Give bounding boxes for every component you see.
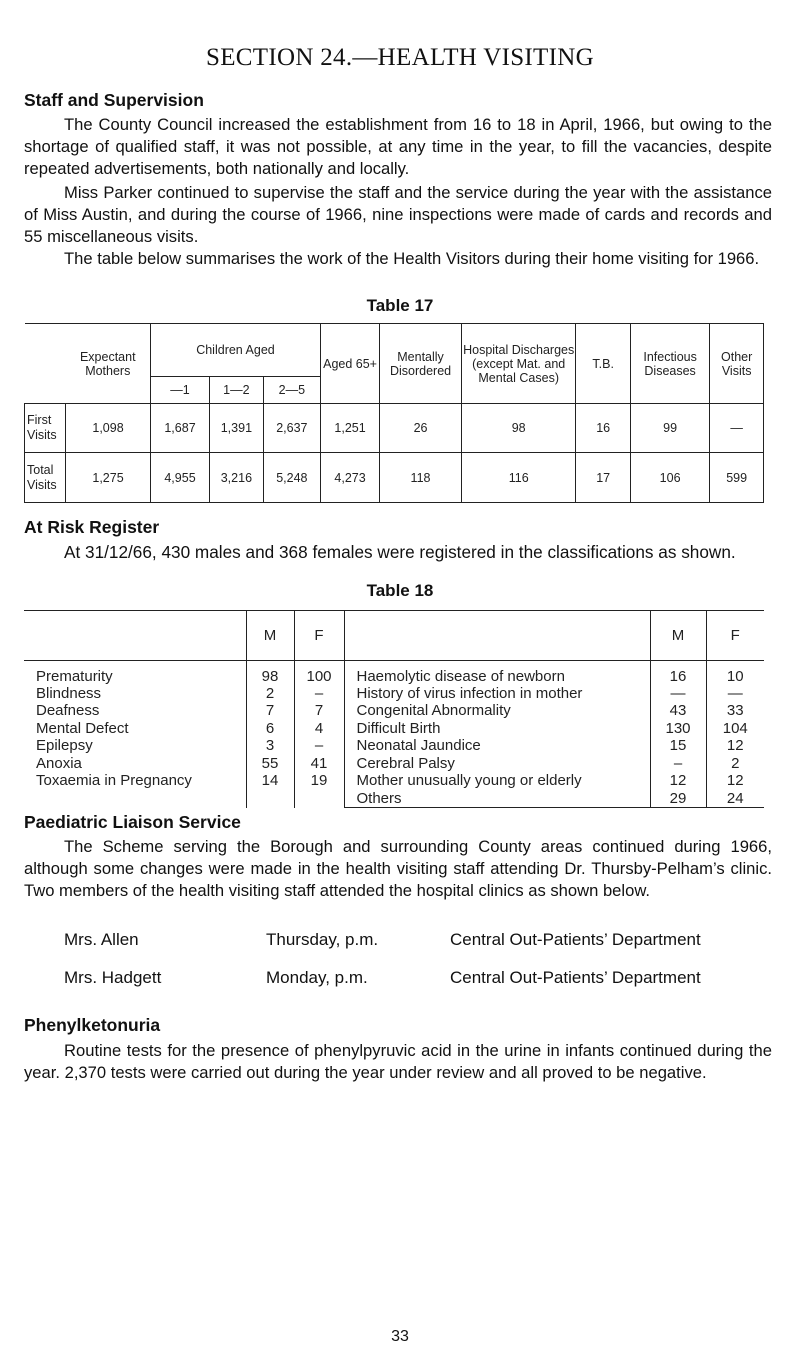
table18-header-blank: [24, 611, 246, 661]
page-number: 33: [391, 1328, 409, 1345]
table18-label: [24, 790, 246, 808]
table18-m: 15: [650, 737, 706, 755]
table18-f: [294, 790, 344, 808]
clinic-day: Thursday, p.m.: [266, 930, 379, 949]
table18-m: 98: [246, 661, 294, 685]
table17-row-first: [25, 404, 764, 453]
table17-subheader-2-5: 2—5: [263, 377, 320, 404]
clinic-name: Mrs. Hadgett: [64, 968, 162, 987]
table17-cell: 26: [380, 404, 462, 453]
table18-m: 130: [650, 720, 706, 738]
clinic-department: Central Out-Patients’ Department: [450, 930, 701, 949]
table17-row-label: First Visits: [25, 404, 66, 453]
table18-label: Haemolytic disease of newborn: [344, 661, 650, 685]
staff-paragraph-3: The table below summarises the work of the Health Visitors during their home visiting for 1966.: [64, 249, 760, 268]
table18-f: 41: [294, 755, 344, 773]
table18-header-m: M: [650, 611, 706, 661]
table17-cell: 3,216: [210, 453, 264, 503]
pku-heading: Phenylketonuria: [24, 1015, 161, 1035]
table18-m: 12: [650, 772, 706, 790]
table18-label: Toxaemia in Pregnancy: [36, 772, 192, 790]
table18-header-blank: [344, 611, 650, 661]
table18-header-m: M: [246, 611, 294, 661]
table17-cell: 599: [710, 453, 764, 503]
table18-f: 4: [294, 720, 344, 738]
table18-m: —: [650, 685, 706, 703]
table17-cell: 106: [630, 453, 709, 503]
table18-m: 29: [650, 790, 706, 808]
table18-f: –: [294, 737, 344, 755]
table18-f: 12: [706, 772, 764, 790]
table18-label: History of virus infection in mother: [344, 685, 650, 703]
table18-header-f: F: [706, 611, 764, 661]
clinic-department: Central Out-Patients’ Department: [450, 968, 701, 987]
table18-m: 43: [650, 702, 706, 720]
table18-row: [24, 790, 764, 808]
paediatric-heading: Paediatric Liaison Service: [24, 812, 241, 832]
table18-label: Congenital Abnormality: [344, 702, 650, 720]
table17-cell: 116: [461, 453, 575, 503]
clinic-day: Monday, p.m.: [266, 968, 368, 987]
table18-f: 24: [706, 790, 764, 808]
table18-m: 16: [650, 661, 706, 685]
staff-heading: Staff and Supervision: [24, 90, 204, 110]
table18-label: Mother unusually young or elderly: [344, 772, 650, 790]
table17-caption: Table 17: [366, 296, 434, 315]
table18-row: [24, 755, 764, 773]
table18-f: 7: [294, 702, 344, 720]
table18-f: 33: [706, 702, 764, 720]
table18-header-f: F: [294, 611, 344, 661]
table18-f: 19: [294, 772, 344, 790]
table18-label: Anoxia: [36, 754, 82, 772]
table17-cell: 17: [576, 453, 631, 503]
table18-row: [24, 772, 764, 790]
section-title: SECTION 24.—HEALTH VISITING: [206, 44, 594, 71]
table18-label: Neonatal Jaundice: [344, 737, 650, 755]
table17-header-expectant: Expectant Mothers: [66, 324, 151, 404]
table18-label: Prematurity: [24, 661, 246, 685]
table17-row-total: [25, 453, 764, 503]
table17-cell: 2,637: [263, 404, 320, 453]
table18-f: 100: [294, 661, 344, 685]
staff-paragraph-2: Miss Parker continued to supervise the staff and the service during the year with the assistance of Miss Austin, and during the course of 1966, nine inspections were made of cards and records and 55 miscellaneous visits.: [24, 183, 772, 246]
table18-m: 7: [246, 702, 294, 720]
table18-label: Epilepsy: [36, 737, 93, 755]
table17-subheader-1-2: 1—2: [210, 377, 264, 404]
table18-caption: Table 18: [366, 581, 434, 600]
table17-cell: —: [710, 404, 764, 453]
staff-paragraph-1: The County Council increased the establishment from 16 to 18 in April, 1966, but owing to the shortage of qualified staff, it was not possible, at any time in the year, to fill the vacancies, despite repeated advertisements, both nationally and locally.: [24, 115, 772, 178]
risk-paragraph: At 31/12/66, 430 males and 368 females were registered in the classifications as shown.: [64, 542, 736, 562]
pku-paragraph: Routine tests for the presence of phenylpyruvic acid in the urine in infants continued during the year. 2,370 tests were carried out during the year under review and all proved to be negative.: [24, 1041, 772, 1082]
table17-header-infectious: Infectious Diseases: [630, 324, 709, 404]
table18-row: [24, 720, 764, 738]
table17-cell: 5,248: [263, 453, 320, 503]
table18-label: Mental Defect: [36, 719, 129, 737]
table17-cell: 1,251: [321, 404, 380, 453]
table18-m: 55: [246, 755, 294, 773]
table17-cell: 99: [630, 404, 709, 453]
table17: [24, 323, 764, 503]
table18-m: 3: [246, 737, 294, 755]
table17-cell: 4,955: [150, 453, 209, 503]
table18-f: –: [294, 685, 344, 703]
table17-cell: 1,687: [150, 404, 209, 453]
table18-f: 104: [706, 720, 764, 738]
table17-cell: 1,098: [66, 404, 151, 453]
table18-f: 10: [706, 661, 764, 685]
table18-row: [24, 661, 764, 685]
table17-header-children: Children Aged: [150, 324, 320, 377]
table17-cell: 1,391: [210, 404, 264, 453]
table18-row: [24, 702, 764, 720]
table18: [24, 610, 764, 808]
table18-f: —: [706, 685, 764, 703]
table17-header-hospital: Hospital Discharges (except Mat. and Mental Cases): [461, 324, 575, 404]
clinic-name: Mrs. Allen: [64, 930, 139, 949]
paediatric-paragraph: The Scheme serving the Borough and surrounding County areas continued during 1966, although some changes were made in the health visiting staff attending Dr. Thursby-Pelham’s clinic. Two members of the health visiting staff attended the hospital clinics as shown below.: [24, 837, 772, 900]
table18-f: 12: [706, 737, 764, 755]
table18-m: 14: [246, 772, 294, 790]
table17-cell: 4,273: [321, 453, 380, 503]
table17-cell: 98: [461, 404, 575, 453]
table18-m: 2: [246, 685, 294, 703]
table17-header-tb: T.B.: [576, 324, 631, 404]
table18-m: [246, 790, 294, 808]
table17-corner: [25, 324, 66, 404]
table17-header-aged: Aged 65+: [321, 324, 380, 404]
table17-cell: 16: [576, 404, 631, 453]
table18-m: 6: [246, 720, 294, 738]
risk-heading: At Risk Register: [24, 517, 160, 537]
table18-label: Deafness: [36, 702, 100, 720]
table17-subheader-under1: —1: [150, 377, 209, 404]
table17-header-other: Other Visits: [710, 324, 764, 404]
table18-label: Cerebral Palsy: [344, 755, 650, 773]
table18-row: [24, 737, 764, 755]
table18-m: –: [650, 755, 706, 773]
table18-row: [24, 685, 764, 703]
table17-row-label: Total Visits: [25, 453, 66, 503]
table17-cell: 1,275: [66, 453, 151, 503]
table17-header-mentally: Mentally Disordered: [380, 324, 462, 404]
table17-cell: 118: [380, 453, 462, 503]
table18-label: Blindness: [36, 684, 102, 702]
table18-label: Others: [344, 790, 650, 808]
table18-label: Difficult Birth: [344, 720, 650, 738]
table18-f: 2: [706, 755, 764, 773]
